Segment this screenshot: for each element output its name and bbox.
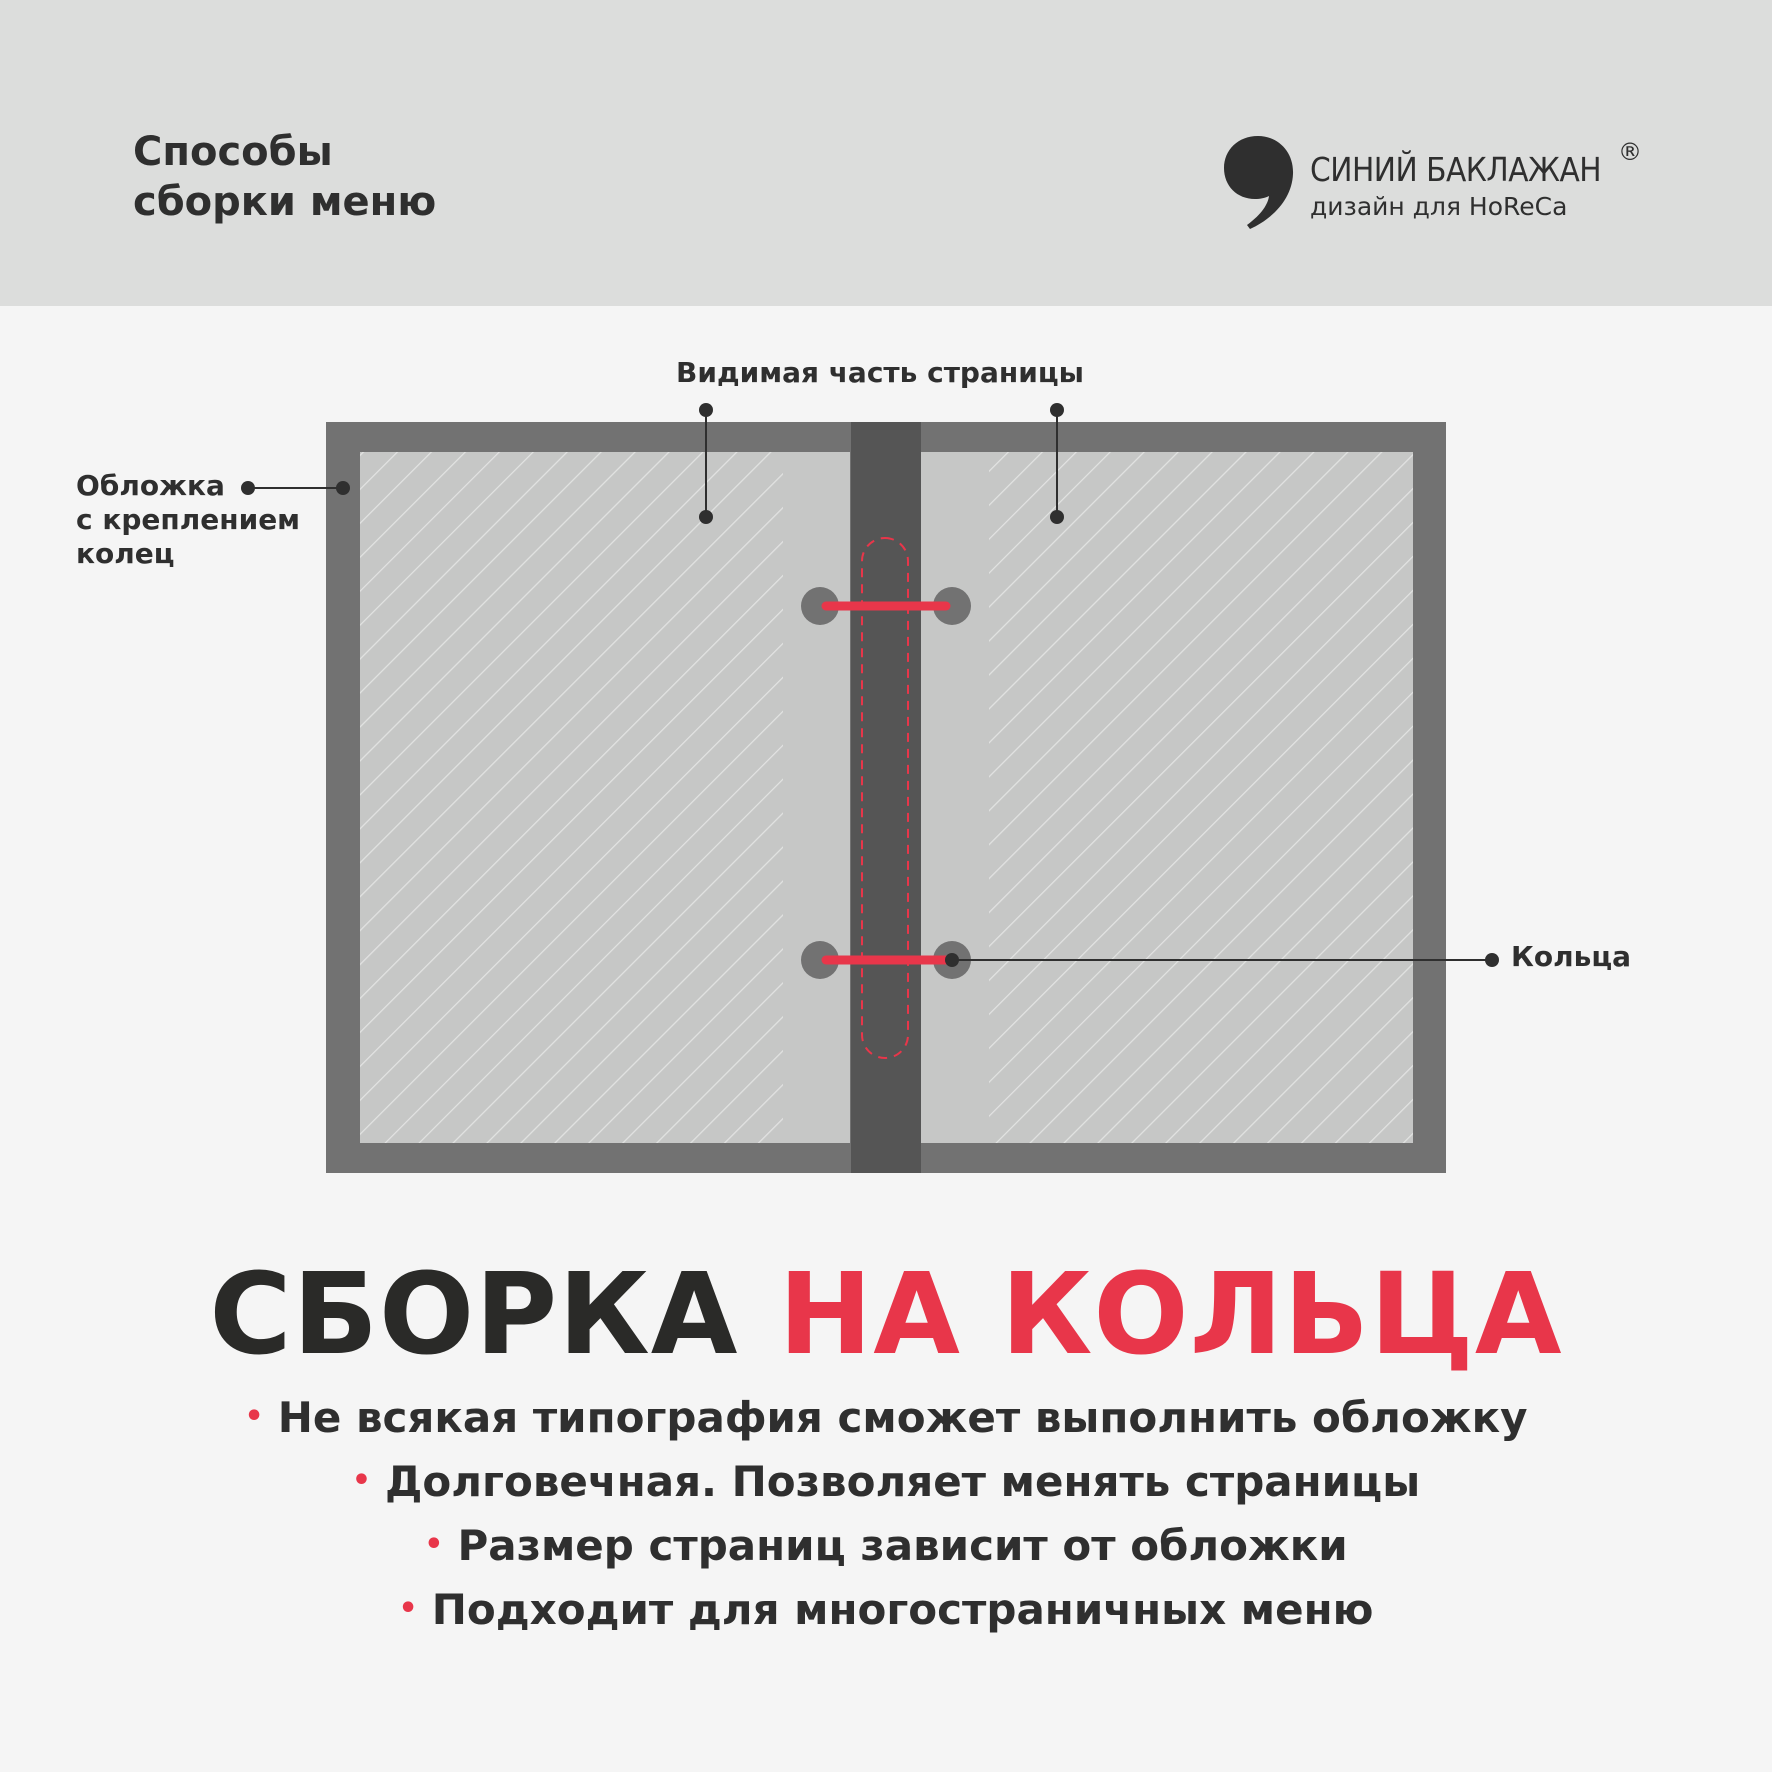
label-visible-part: Видимая часть страницы	[676, 356, 1084, 389]
brand-tagline: дизайн для HoReCa	[1310, 192, 1568, 221]
label-cover-line-1: Обложка	[76, 469, 225, 502]
main-title-part-1: СБОРКА	[209, 1250, 739, 1380]
feature-item	[0, 1451, 1772, 1515]
bullet-dot-icon: •	[424, 1527, 444, 1562]
main-title	[0, 1250, 1772, 1380]
feature-text: Подходит для многостраничных меню	[431, 1585, 1374, 1634]
feature-item	[0, 1579, 1772, 1643]
label-cover-line-2: с креплением	[76, 503, 301, 536]
page-title-line-2: сборки меню	[133, 179, 437, 225]
label-rings: Кольца	[1511, 940, 1631, 973]
page-title	[133, 127, 436, 227]
feature-text: Долговечная. Позволяет менять страницы	[385, 1457, 1421, 1506]
brand-name: СИНИЙ БАКЛАЖАН	[1310, 150, 1602, 189]
feature-text: Не всякая типография сможет выполнить обложку	[277, 1393, 1528, 1442]
features-list	[0, 1387, 1772, 1643]
feature-item	[0, 1387, 1772, 1451]
bullet-dot-icon: •	[398, 1591, 418, 1626]
ring-binding-diagram	[0, 306, 1772, 1206]
header-band	[0, 0, 1772, 306]
bullet-dot-icon: •	[351, 1463, 371, 1498]
registered-mark: ®	[1618, 138, 1642, 166]
feature-item	[0, 1515, 1772, 1579]
bullet-dot-icon: •	[244, 1399, 264, 1434]
feature-text: Размер страниц зависит от обложки	[457, 1521, 1348, 1570]
eggplant-comma-icon	[1222, 134, 1296, 230]
left-page-visible-area	[360, 452, 783, 1143]
main-title-part-2: НА КОЛЬЦА	[778, 1250, 1563, 1380]
label-cover-line-3: колец	[76, 537, 175, 570]
label-cover	[76, 469, 300, 571]
page-title-line-1: Способы	[133, 129, 333, 175]
right-page-visible-area	[989, 452, 1413, 1143]
brand-logo	[1222, 134, 1642, 234]
